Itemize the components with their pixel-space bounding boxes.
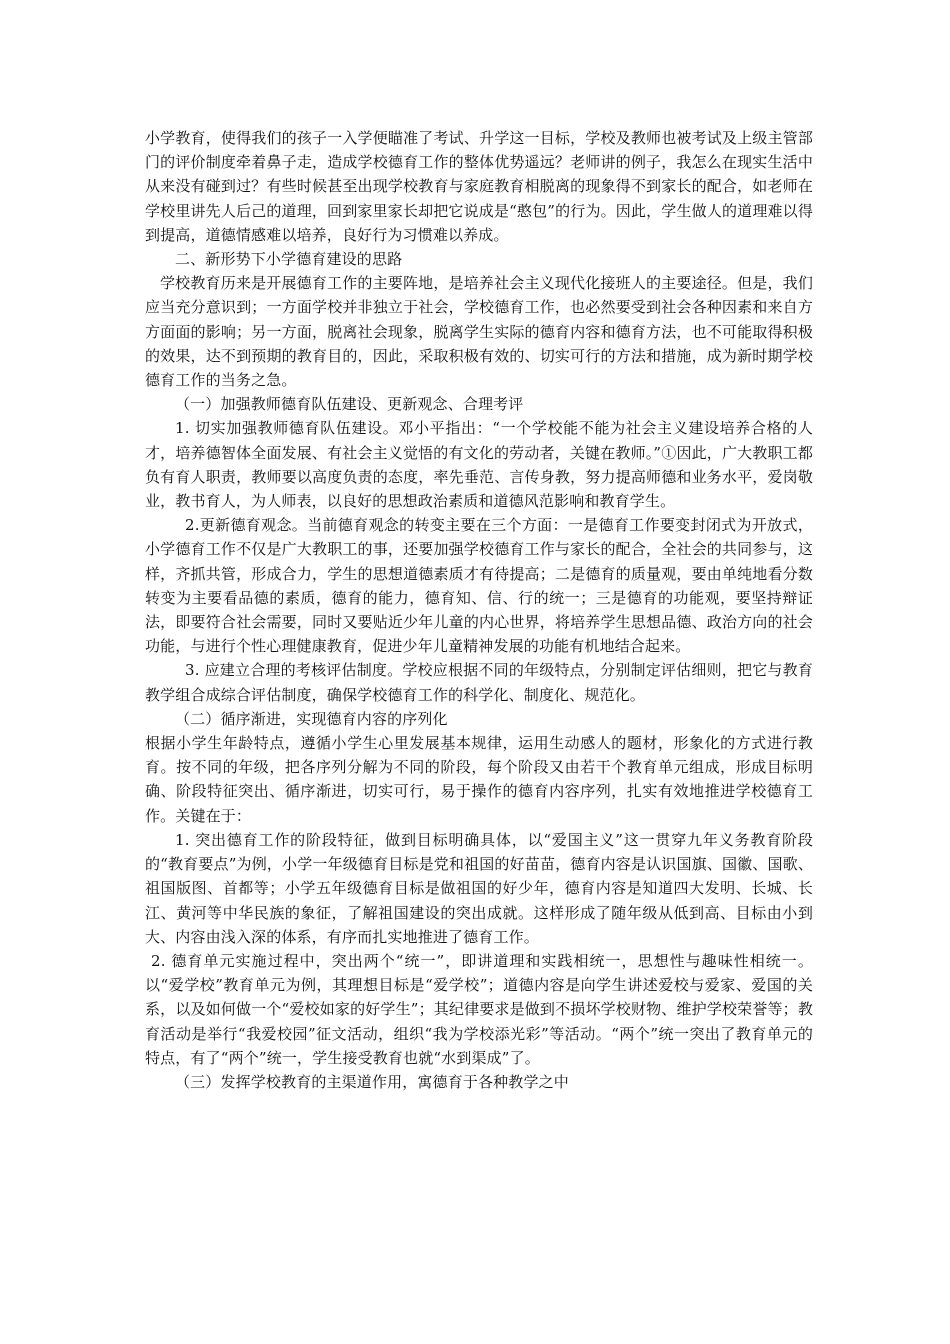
section-heading-2: 二、新形势下小学德育建设的思路 [175,250,403,269]
paragraph-item-1-stages: 1. 突出德育工作的阶段特征，做到目标明确具体，以“爱国主义”这一贯穿九年义务教育阶段的“教育要点”为例，小学一年级德育目标是党和祖国的好苗苗，德育内容是认识国旗、国徽、国歌、祖国版图、首都等；小学五年级德育目标是做祖国的好少年，德育内容是知道四大发明、长城、长江、黄河等中华民族的象征，了解祖国建设的突出成就。这样形成了随年级从低到高、目标由小到大、内容由浅入深的体系，有序而扎实地推进了德育工作。 [145,830,813,946]
document-body [145,126,813,1094]
subsection-heading-3: （三）发挥学校教育的主渠道作用，寓德育于各种教学之中 [175,1072,569,1091]
paragraph-item-2-concepts: 2.更新德育观念。当前德育观念的转变主要在三个方面：一是德育工作要变封闭式为开放式，小学德育工作不仅是广大教职工的事，还要加强学校德育工作与家长的配合，全社会的共同参与，这样，齐抓共管，形成合力，学生的思想道德素质才有待提高；二是德育的质量观，要由单纯地看分数转变为主要看品德的素质，德育的能力，德育知、信、行的统一；三是德育的功能观，要坚持辩证法，即要符合社会需要，同时又要贴近少年儿童的内心世界，将培养学生思想品德、政治方向的社会功能，与进行个性心理健康教育，促进少年儿童精神发展的功能有机地结合起来。 [145,516,813,656]
subsection-heading-1: （一）加强教师德育队伍建设、更新观念、合理考评 [175,395,524,414]
paragraph-item-2-unity: 2. 德育单元实施过程中，突出两个“统一”，即讲道理和实践相统一，思想性与趣味性相统一。以“爱学校”教育单元为例，其理想目标是“爱学校”；道德内容是向学生讲述爱校与爱家、爱国的关系，以及如何做一个“爱校如家的好学生”；其纪律要求是做到不损坏学校财物、维护学校荣誉等；教育活动是举行“我爱校园”征文活动，组织“我为学校添光彩”等活动。“两个”统一突出了教育单元的特点，有了“两个”统一，学生接受教育也就“水到渠成”了。 [145,951,813,1067]
paragraph-sequence-intro: 根据小学生年龄特点，遵循小学生心里发展基本规律，运用生动感人的题材，形象化的方式进行教育。按不同的年级，把各序列分解为不同的阶段，每个阶段又由若干个教育单元组成，形成目标明确、阶段特征突出、循序渐进，切实可行，易于操作的德育内容序列，扎实有效地推进学校德育工作。关键在于： [145,734,813,825]
paragraph-item-1-teachers: 1. 切实加强教师德育队伍建设。邓小平指出：“一个学校能不能为社会主义建设培养合格的人才，培养德智体全面发展、有社会主义觉悟的有文化的劳动者，关键在教师。”①因此，广大教职工都负有育人职责，教师要以高度负责的态度，率先垂范、言传身教，努力提高师德和业务水平，爱岗敬业，教书育人，为人师表，以良好的思想政治素质和道德风范影响和教育学生。 [145,419,813,511]
subsection-heading-2: （二）循序渐进，实现德育内容的序列化 [175,709,448,728]
paragraph-intro: 小学教育，使得我们的孩子一入学便瞄准了考试、升学这一目标，学校及教师也被考试及上级主管部门的评价制度牵着鼻子走，造成学校德育工作的整体优势遥远？老师讲的例子，我怎么在现实生活中从来没有碰到过？有些时候甚至出现学校教育与家庭教育相脱离的现象得不到家长的配合，如老师在学校里讲先人后己的道理，回到家里家长却把它说成是“憨包”的行为。因此，学生做人的道理难以得到提高，道德情感难以培养，良好行为习惯难以养成。 [145,129,813,244]
paragraph-school-education: 学校教育历来是开展德育工作的主要阵地，是培养社会主义现代化接班人的主要途径。但是，我们应当充分意识到；一方面学校并非独立于社会，学校德育工作，也必然要受到社会各种因素和来自方方面面的影响；另一方面，脱离社会现象，脱离学生实际的德育内容和德育方法，也不可能取得积极的效果，达不到预期的教育目的，因此，采取积极有效的、切实可行的方法和措施，成为新时期学校德育工作的当务之急。 [145,274,813,390]
paragraph-item-3-evaluation: 3. 应建立合理的考核评估制度。学校应根据不同的年级特点，分别制定评估细则，把它与教育教学组合成综合评估制度，确保学校德育工作的科学化、制度化、规范化。 [145,661,813,704]
